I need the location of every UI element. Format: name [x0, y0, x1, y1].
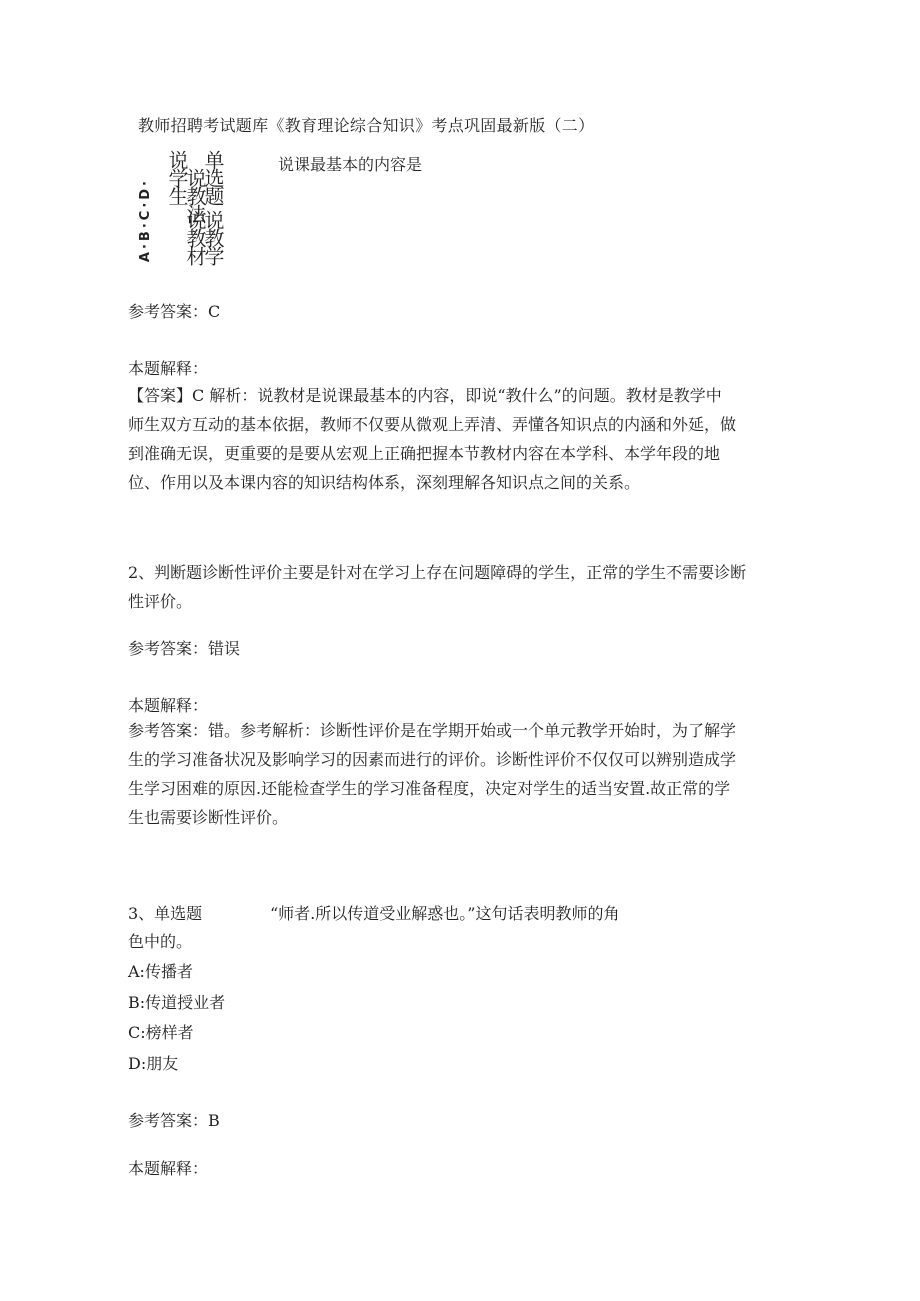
- q2-stem-line: 性评价。: [128, 592, 193, 611]
- page-title: 教师招聘考试题库《教育理论综合知识》考点巩固最新版（二）: [138, 116, 595, 135]
- q2-stem-line: 2、判断题诊断性评价主要是针对在学习上存在问题障碍的学生，正常的学生不需要诊断: [128, 563, 747, 582]
- q1-type-label: 单选题: [201, 150, 225, 204]
- q1-explain-line: 到准确无误，更重要的是要从宏观上正确把握本节教材内容在本学科、本学年段的地: [128, 444, 721, 463]
- q1-explain-label: 本题解释：: [128, 359, 209, 378]
- q3-explain-label: 本题解释：: [128, 1159, 209, 1178]
- q2-explanation: [128, 716, 788, 832]
- q1-explain-line: 位、作用以及本课内容的知识结构体系，深刻理解各知识点之间的关系。: [128, 473, 641, 492]
- q1-option-b-text: 说教法: [183, 168, 207, 222]
- q2-explain-line: 生学习困难的原因.还能检查学生的学习准备程度，决定对学生的适当安置.故正常的学: [128, 779, 731, 798]
- q3-stem-second: 色中的。: [128, 932, 193, 951]
- q3-stem-first: “师者.所以传道受业解惑也。”这句话表明教师的角: [270, 904, 620, 923]
- q3-option-a: A:传播者: [128, 962, 193, 981]
- q3-option-c: C:榜样者: [128, 1023, 194, 1042]
- q1-stem: 说课最基本的内容是: [278, 155, 423, 174]
- q3-answer: 参考答案：B: [128, 1111, 220, 1130]
- q3-option-b: B:传道授业者: [128, 993, 226, 1012]
- q3-option-d: D:朋友: [128, 1054, 179, 1073]
- q1-option-c: 说教材: [183, 210, 207, 264]
- q1-explanation: [128, 381, 788, 497]
- q2-explain-line: 参考答案：错。参考解析：诊断性评价是在学期开始或一个单元教学开始时，为了解学: [128, 721, 737, 740]
- q1-option-letters: A·B·C·D·: [138, 178, 153, 263]
- q2-explain-line: 生也需要诊断性评价。: [128, 808, 289, 827]
- q1-option-d: 说教学: [201, 210, 225, 264]
- q1-option-a-text: 说学生: [165, 150, 189, 204]
- q1-explain-line: 师生双方互动的基本依据，教师不仅要从微观上弄清、弄懂各知识点的内涵和外延，做: [128, 415, 737, 434]
- q3-number-type: 3、单选题: [128, 904, 203, 923]
- q1-answer: 参考答案：C: [128, 302, 221, 321]
- q2-answer: 参考答案：错误: [128, 639, 241, 658]
- q2-stem: [128, 558, 788, 616]
- q1-explain-line: 【答案】C 解析：说教材是说课最基本的内容，即说“教什么”的问题。教材是教学中: [128, 386, 722, 405]
- q2-explain-label: 本题解释：: [128, 696, 209, 715]
- q2-explain-line: 生的学习准备状况及影响学习的因素而进行的评价。诊断性评价不仅仅可以辨别造成学: [128, 750, 737, 769]
